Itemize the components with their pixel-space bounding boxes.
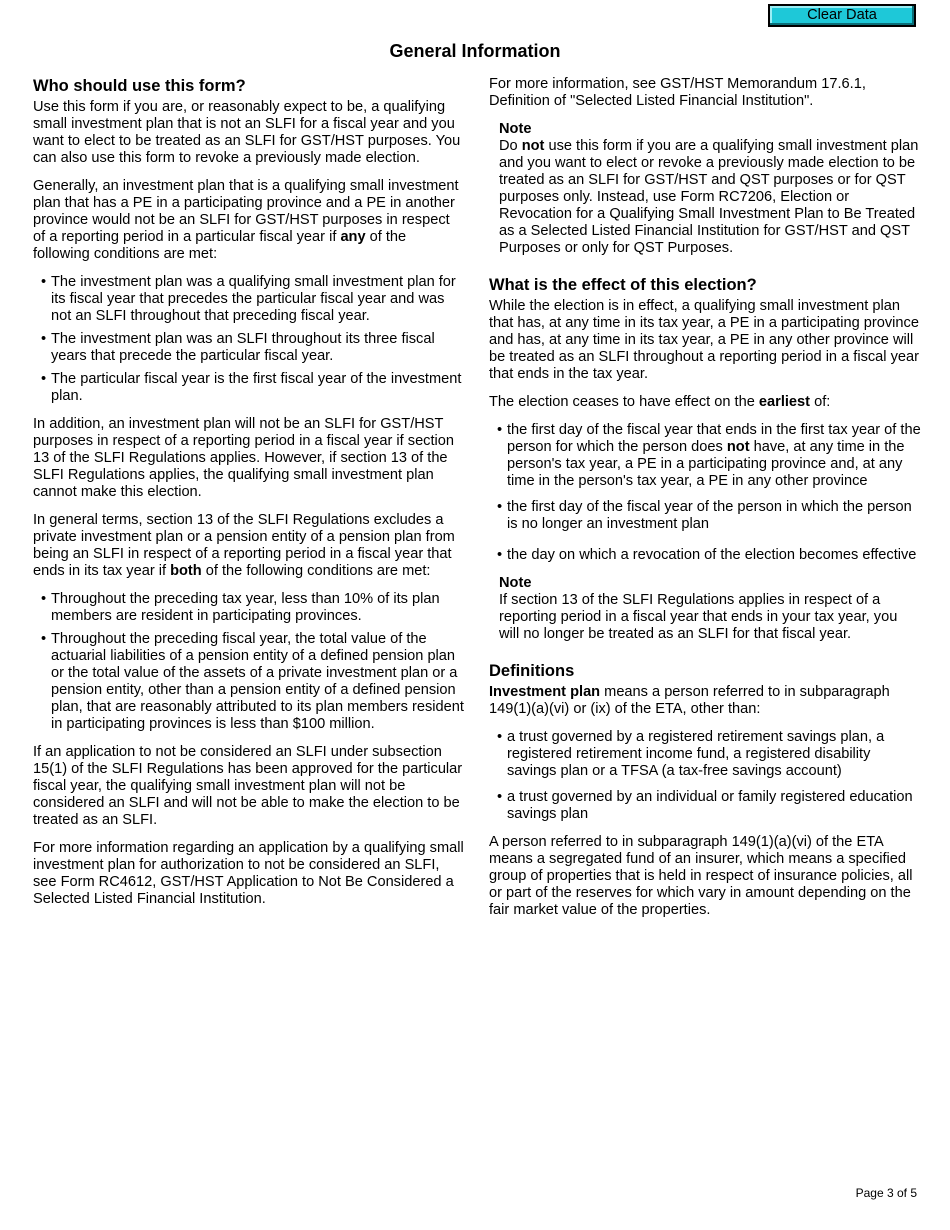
list-item: • The particular fiscal year is the first fiscal year of the investment plan. [51, 371, 465, 405]
clear-data-button[interactable]: Clear Data [768, 4, 916, 27]
paragraph: Generally, an investment plan that is a qualifying small investment plan that has a PE in a participating province and a PE in another province would not be an SLFI for GST/HST purposes in respect of a reporting period in a particular fiscal year if any of the following conditions are met: [33, 178, 459, 262]
note-box [499, 575, 921, 643]
paragraph: In general terms, section 13 of the SLFI Regulations excludes a private investment plan or a pension entity of a pension plan from being an SLFI in respect of a reporting period in a fiscal year that ends in its tax year if both of the following conditions are met: [33, 512, 455, 579]
list-item: • The investment plan was an SLFI throughout its three fiscal years that precede the particular fiscal year. [51, 331, 465, 365]
list-item: • the first day of the fiscal year of the person in which the person is no longer an investment plan [507, 499, 921, 533]
paragraph: Use this form if you are, or reasonably expect to be, a qualifying small investment plan that is not an SLFI for a fiscal year and you want to elect to be treated as an SLFI for GST/HST purposes. You can also use this form to revoke a previously made election. [33, 99, 461, 166]
definitions-heading: Definitions [489, 662, 575, 680]
note-text: Do not use this form if you are a qualifying small investment plan and you want to elect or revoke a previously made election to be treated as an SLFI for GST/HST and QST purposes or for QST purposes only. Instead, use Form RC7206, Election or Revocation for a Qualifying Small Investment Plan to Be Treated as a Selected Listed Financial Institution for GST/HST and QST Purposes or only for QST Purposes. [499, 138, 919, 256]
paragraph: A person referred to in subparagraph 149(1)(a)(vi) of the ETA means a segregated fund of an insurer, which means a specified group of properties that is held in respect of insurance policies, all or part of the reserves for which vary in amount depending on the fair market value of the properties. [489, 834, 913, 918]
list-item: • a trust governed by an individual or family registered education savings plan [507, 789, 921, 823]
effect-heading: What is the effect of this election? [489, 276, 757, 294]
list-item: • Throughout the preceding tax year, less than 10% of its plan members are resident in participating provinces. [51, 591, 465, 625]
page-number: Page 3 of 5 [855, 1186, 917, 1200]
paragraph: The election ceases to have effect on the earliest of: [489, 394, 831, 410]
list-item: • The investment plan was a qualifying small investment plan for its fiscal year that precedes the particular fiscal year and was not an SLFI throughout that preceding fiscal year. [51, 274, 465, 325]
left-column [33, 76, 465, 919]
right-column [489, 76, 921, 930]
list-item: • the day on which a revocation of the election becomes effective [507, 547, 921, 564]
list-item: • a trust governed by a registered retirement savings plan, a registered retirement income fund, a registered disability savings plan or a TFSA (a tax-free savings account) [507, 729, 921, 780]
note-box [499, 121, 921, 257]
note-label: Note [499, 121, 532, 137]
note-label: Note [499, 575, 532, 591]
page-title: General Information [389, 41, 561, 61]
paragraph: In addition, an investment plan will not be an SLFI for GST/HST purposes in respect of a reporting period in a fiscal year if section 13 of the SLFI Regulations applies. However, if section 13 of the SLFI Regulations applies, the qualifying small investment plan cannot make this election. [33, 416, 455, 500]
who-should-use-heading: Who should use this form? [33, 77, 246, 95]
paragraph: If an application to not be considered an SLFI under subsection 15(1) of the SLFI Regulations has been approved for the particular fiscal year, the qualifying small investment plan will not be considered an SLFI and will not be able to make the election to be treated as an SLFI. [33, 744, 463, 828]
paragraph: For more information regarding an application by a qualifying small investment plan for authorization to not be considered an SLFI, see Form RC4612, GST/HST Application to Not Be Considered a Selected Listed Financial Institution. [33, 840, 464, 907]
paragraph: For more information, see GST/HST Memorandum 17.6.1, Definition of "Selected Listed Financial Institution". [489, 76, 866, 109]
list-item: • the first day of the fiscal year that ends in the first tax year of the person for which the person does not have, at any time in the person's tax year, a PE in a participating province and, at any time in the person's tax year, a PE in any other province [507, 422, 921, 490]
conditions-list [33, 274, 465, 405]
paragraph: While the election is in effect, a qualifying small investment plan that has, at any time in its tax year, a PE in a participating province and has, at any time in its tax year, a PE in any other province will be treated as an SLFI throughout a reporting period in a fiscal year that ends in the tax year. [489, 298, 919, 382]
cessation-list [489, 422, 921, 564]
exclusions-list [489, 729, 921, 823]
paragraph: Investment plan means a person referred to in subparagraph 149(1)(a)(vi) or (ix) of the ETA, other than: [489, 684, 890, 717]
note-text: If section 13 of the SLFI Regulations applies in respect of a reporting period in a fiscal year that ends in your tax year, you will no longer be treated as an SLFI for that fiscal year. [499, 592, 898, 642]
list-item: • Throughout the preceding fiscal year, the total value of the actuarial liabilities of a pension entity of a defined pension plan or the total value of the assets of a private investment plan or a pension entity, other than a pension entity of a defined pension plan, that are reasonably attributed to its plan members resident in participating provinces is less than $100 million. [51, 631, 465, 733]
section-13-conditions-list [33, 591, 465, 733]
